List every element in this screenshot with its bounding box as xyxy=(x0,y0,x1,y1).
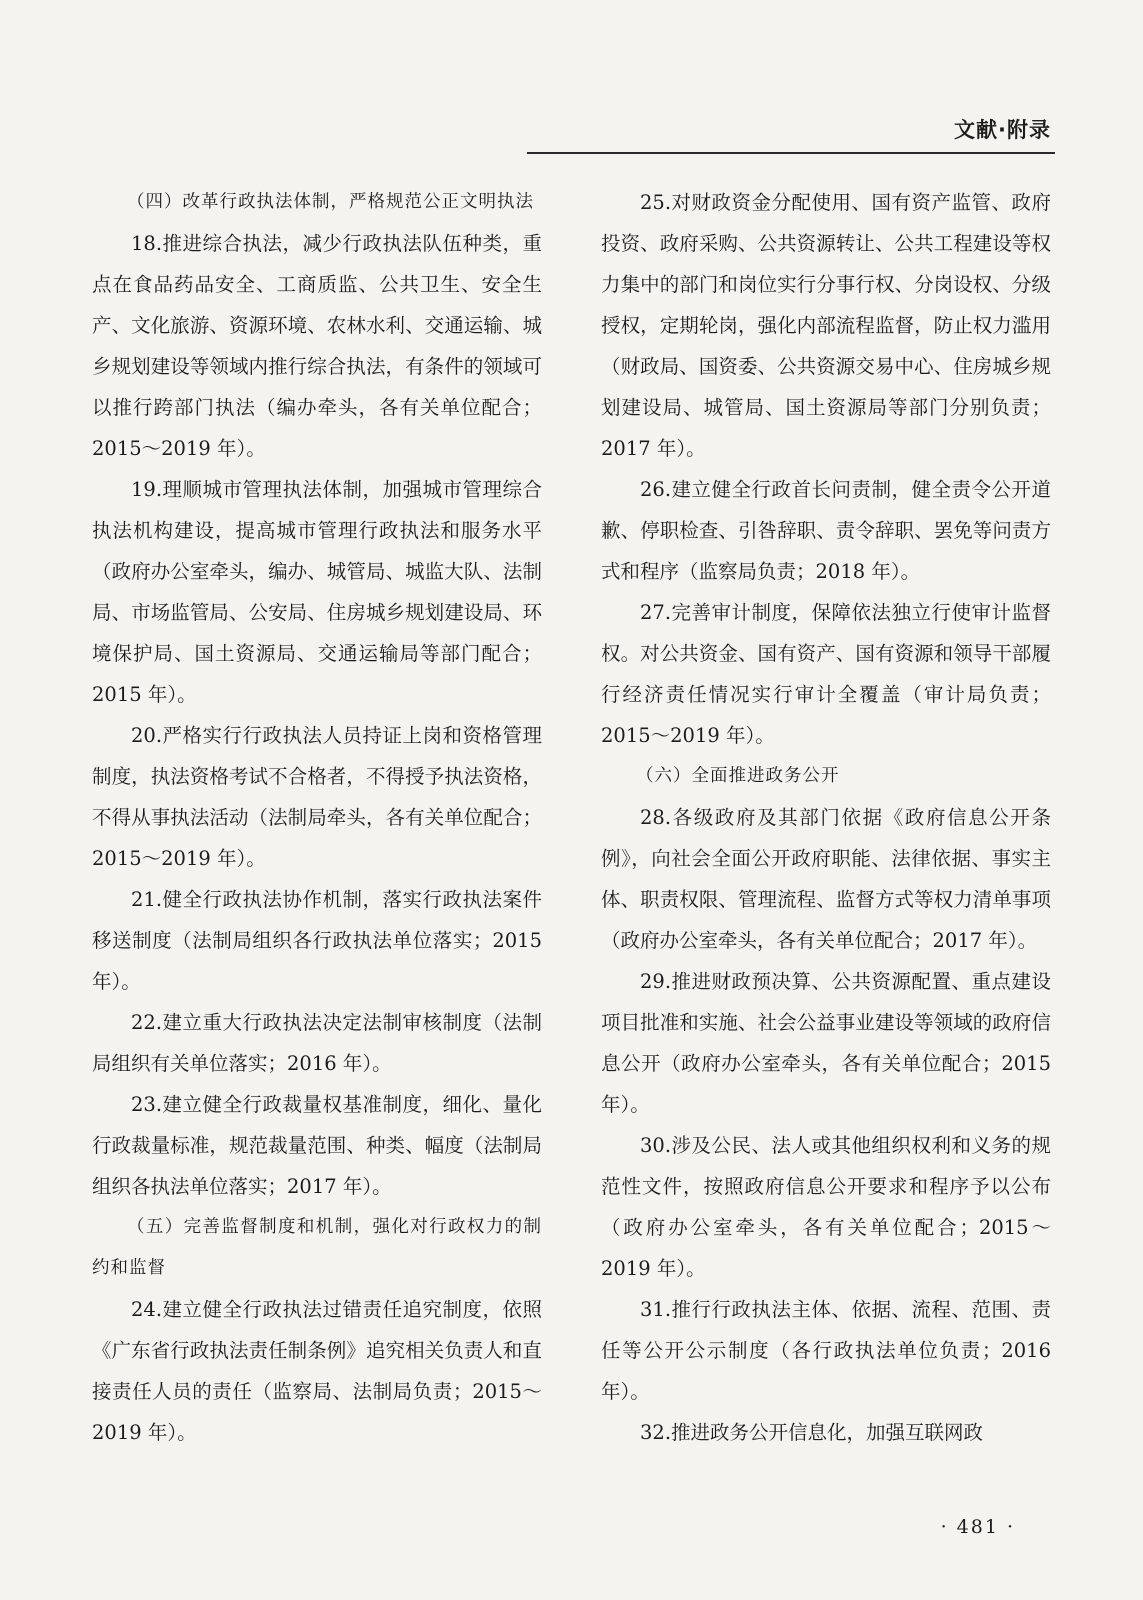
paragraph: 22.建立重大行政执法决定法制审核制度（法制局组织有关单位落实；2016 年）。 xyxy=(92,1011,542,1075)
paragraph: 20.严格实行行政执法人员持证上岗和资格管理制度，执法资格考试不合格者，不得授予执法资格，不得从事执法活动（法制局牵头，各有关单位配合；2015～2019 年）。 xyxy=(92,724,542,870)
paragraph: 31.推行行政执法主体、依据、流程、范围、责任等公开公示制度（各行政执法单位负责；2016 年）。 xyxy=(601,1298,1051,1403)
paragraph: 32.推进政务公开信息化，加强互联网政 xyxy=(640,1421,984,1444)
paragraph: 26.建立健全行政首长问责制，健全责令公开道歉、停职检查、引咎辞职、责令辞职、罢免等问责方式和程序（监察局负责；2018 年）。 xyxy=(601,478,1051,583)
paragraph: 23.建立健全行政裁量权基准制度，细化、量化行政裁量标准，规范裁量范围、种类、幅度（法制局组织各执法单位落实；2017 年）。 xyxy=(92,1093,542,1198)
paragraph: 27.完善审计制度，保障依法独立行使审计监督权。对公共资金、国有资产、国有资源和领导干部履行经济责任情况实行审计全覆盖（审计局负责；2015～2019 年）。 xyxy=(601,601,1051,747)
paragraph: 24.建立健全行政执法过错责任追究制度，依照《广东省行政执法责任制条例》追究相关负责人和直接责任人员的责任（监察局、法制局负责；2015～2019 年）。 xyxy=(92,1298,542,1444)
paragraph: 18.推进综合执法，减少行政执法队伍种类，重点在食品药品安全、工商质监、公共卫生、安全生产、文化旅游、资源环境、农林水利、交通运输、城乡规划建设等领域内推行综合执法，有条件的领域可以推行跨部门执法（编办牵头，各有关单位配合；2015～2019 年）。 xyxy=(92,232,542,460)
right-column xyxy=(601,182,1051,1453)
section-heading: （四）改革行政执法体制，严格规范公正文明执法 xyxy=(127,192,534,212)
paragraph: 19.理顺城市管理执法体制，加强城市管理综合执法机构建设，提高城市管理行政执法和服务水平（政府办公室牵头，编办、城管局、城监大队、法制局、市场监管局、公安局、住房城乡规划建设局、环境保护局、国土资源局、交通运输局等部门配合；2015 年）。 xyxy=(92,478,542,706)
section-heading: （五）完善监督制度和机制，强化对行政权力的制约和监督 xyxy=(92,1217,542,1278)
paragraph: 29.推进财政预决算、公共资源配置、重点建设项目批准和实施、社会公益事业建设等领域的政府信息公开（政府办公室牵头，各有关单位配合；2015 年）。 xyxy=(601,970,1051,1116)
header-rule xyxy=(527,152,1055,154)
section-header-title: 文献·附录 xyxy=(954,118,1051,142)
paragraph: 25.对财政资金分配使用、国有资产监管、政府投资、政府采购、公共资源转让、公共工程建设等权力集中的部门和岗位实行分事行权、分岗设权、分级授权，定期轮岗，强化内部流程监督，防止权力滥用（财政局、国资委、公共资源交易中心、住房城乡规划建设局、城管局、国土资源局等部门分别负责；2017 年）。 xyxy=(601,191,1051,460)
paragraph: 21.健全行政执法协作机制，落实行政执法案件移送制度（法制局组织各行政执法单位落实；2015 年）。 xyxy=(92,888,542,993)
page-number: · 481 · xyxy=(940,1516,1015,1538)
left-column xyxy=(92,182,542,1453)
paragraph: 30.涉及公民、法人或其他组织权利和义务的规范性文件，按照政府信息公开要求和程序予以公布（政府办公室牵头，各有关单位配合；2015～2019 年）。 xyxy=(601,1134,1051,1280)
paragraph: 28.各级政府及其部门依据《政府信息公开条例》，向社会全面公开政府职能、法律依据、事实主体、职责权限、管理流程、监督方式等权力清单事项（政府办公室牵头，各有关单位配合；2017 年）。 xyxy=(601,806,1051,952)
section-heading: （六）全面推进政务公开 xyxy=(636,766,840,786)
